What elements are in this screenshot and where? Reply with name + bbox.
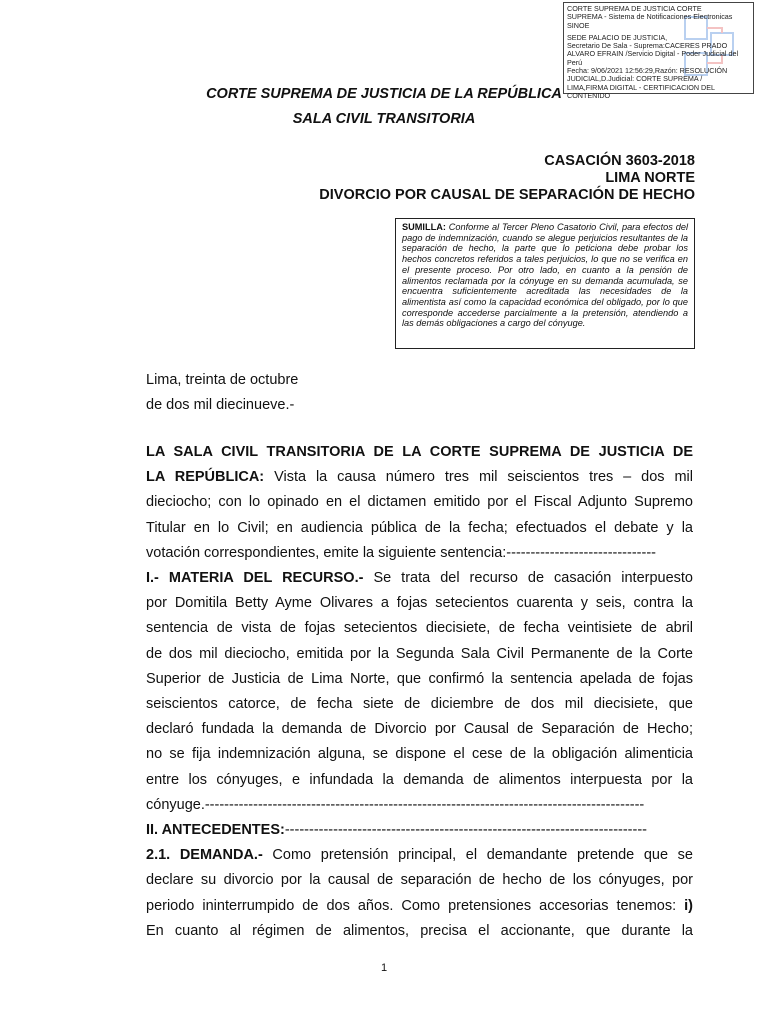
stamp-line: SEDE PALACIO DE JUSTICIA, — [567, 32, 668, 42]
body-line: LA REPÚBLICA: Vista la causa número tres mil seiscientos tres – dos mil — [146, 469, 693, 486]
stamp-line: Secretario De Sala - Suprema:CACERES PRADO — [567, 41, 728, 51]
stamp-line: Fecha: 9/06/2021 12:56:29,Razón: RESOLUCIÓN — [567, 66, 728, 76]
body-line: periodo ininterrumpido de dos años. Como pretensiones accesorias tenemos: i) — [146, 897, 693, 914]
body-line: LA SALA CIVIL TRANSITORIA DE LA CORTE SUPREMA DE JUSTICIA DE — [146, 444, 693, 460]
sumilla-box — [395, 218, 695, 349]
body-line: declare su divorcio por la causal de separación de hecho de los cónyuges, por — [146, 872, 693, 889]
body-line: cónyuge.------------------------------------------------------------------------------------------- — [146, 796, 645, 813]
body-line: por Domitila Betty Ayme Olivares a fojas setecientos cuarenta y seis, contra la — [146, 595, 693, 612]
stamp-line: JUDICIAL,D.Judicial: CORTE SUPREMA / — [567, 74, 703, 84]
section-demanda: 2.1. DEMANDA.- Como pretensión principal, el demandante pretende que se — [146, 847, 693, 864]
stamp-line: CONTENIDO — [567, 90, 611, 100]
body-line: no se fija indemnización alguna, se dispone el cese de la obligación alimenticia — [146, 746, 693, 763]
body-line: sentencia de vista de fojas setecientos diecisiete, de fecha veintisiete de abril — [146, 620, 693, 637]
body-line: Titular en lo Civil; en audiencia pública de la fecha; efectuados el debate y la — [146, 519, 693, 536]
body-line: seiscientos catorce, de fecha siete de diciembre de dos mil diecisiete, que — [146, 696, 693, 713]
digital-signature-stamp — [563, 2, 754, 100]
body-line: dieciocho; con lo opinado en el dictamen emitido por el Fiscal Adjunto Supremo — [146, 494, 693, 511]
stamp-line: ALVARO EFRAIN /Servicio Digital - Poder Judicial del — [567, 49, 739, 59]
body-line: Superior de Justicia de Lima Norte, que confirmó la sentencia apelada de fojas — [146, 670, 693, 687]
stamp-line: LIMA,FIRMA DIGITAL - CERTIFICACION DEL — [567, 82, 716, 92]
body-line: En cuanto al régimen de alimentos, precisa el accionante, que durante la — [146, 922, 693, 939]
page-number: 1 — [380, 962, 388, 974]
stamp-line: CORTE SUPREMA DE JUSTICIA CORTE — [567, 4, 702, 13]
section-antecedentes: II. ANTECEDENTES:--------------------------------------------------------------------------- — [146, 822, 647, 839]
body-line: entre los cónyuges, e infundada la demanda de alimentos interpuesta por la — [146, 771, 693, 788]
date-line-1: Lima, treinta de octubre — [146, 372, 299, 388]
body-line: de dos mil dieciocho, emitida por la Segunda Sala Civil Permanente de la Corte — [146, 645, 693, 662]
stamp-line: Perú — [567, 57, 583, 67]
body-line: votación correspondientes, emite la siguiente sentencia:------------------------------- — [146, 544, 656, 561]
case-heading — [319, 153, 695, 204]
body-line: declaró fundada la demanda de Divorcio por Causal de Separación de Hecho; — [146, 721, 693, 738]
sumilla-label: SUMILLA: — [402, 222, 446, 232]
court-title: CORTE SUPREMA DE JUSTICIA DE LA REPÚBLICA — [206, 86, 562, 102]
stamp-line: SUPREMA - Sistema de Notificaciones Electronicas — [567, 12, 733, 22]
sala-title: SALA CIVIL TRANSITORIA — [292, 111, 476, 127]
case-matter: DIVORCIO POR CAUSAL DE SEPARACIÓN DE HECHO — [319, 187, 695, 203]
judgment-body — [146, 440, 693, 944]
stamp-line: SINOE — [567, 20, 590, 30]
section-materia: I.- MATERIA DEL RECURSO.- Se trata del recurso de casación interpuesto — [146, 570, 694, 587]
sumilla-text: Conforme al Tercer Pleno Casatorio Civil, para efectos del pago de indemnización, cuando se alegue perjuicios resultantes de la separación de hecho, la parte que lo peticiona debe probar los hechos concretos referidos a tales perjuicios, lo que no se verifica en el presente proceso. Por otro lado, en cuanto a la pensión de alimentos reclamada por la cónyuge en su demanda acumulada, se encuentra suficientemente acreditada las necesidades de la alimentista así como la capacidad económica del obligado, por lo que corresponde accederse parcialmente a la pretensión, atendiendo a las demás obligaciones a cargo del cónyuge. — [402, 222, 688, 329]
date-line-2: de dos mil diecinueve.- — [146, 397, 295, 413]
case-number: CASACIÓN 3603-2018 — [544, 153, 695, 169]
case-district: LIMA NORTE — [605, 170, 695, 186]
